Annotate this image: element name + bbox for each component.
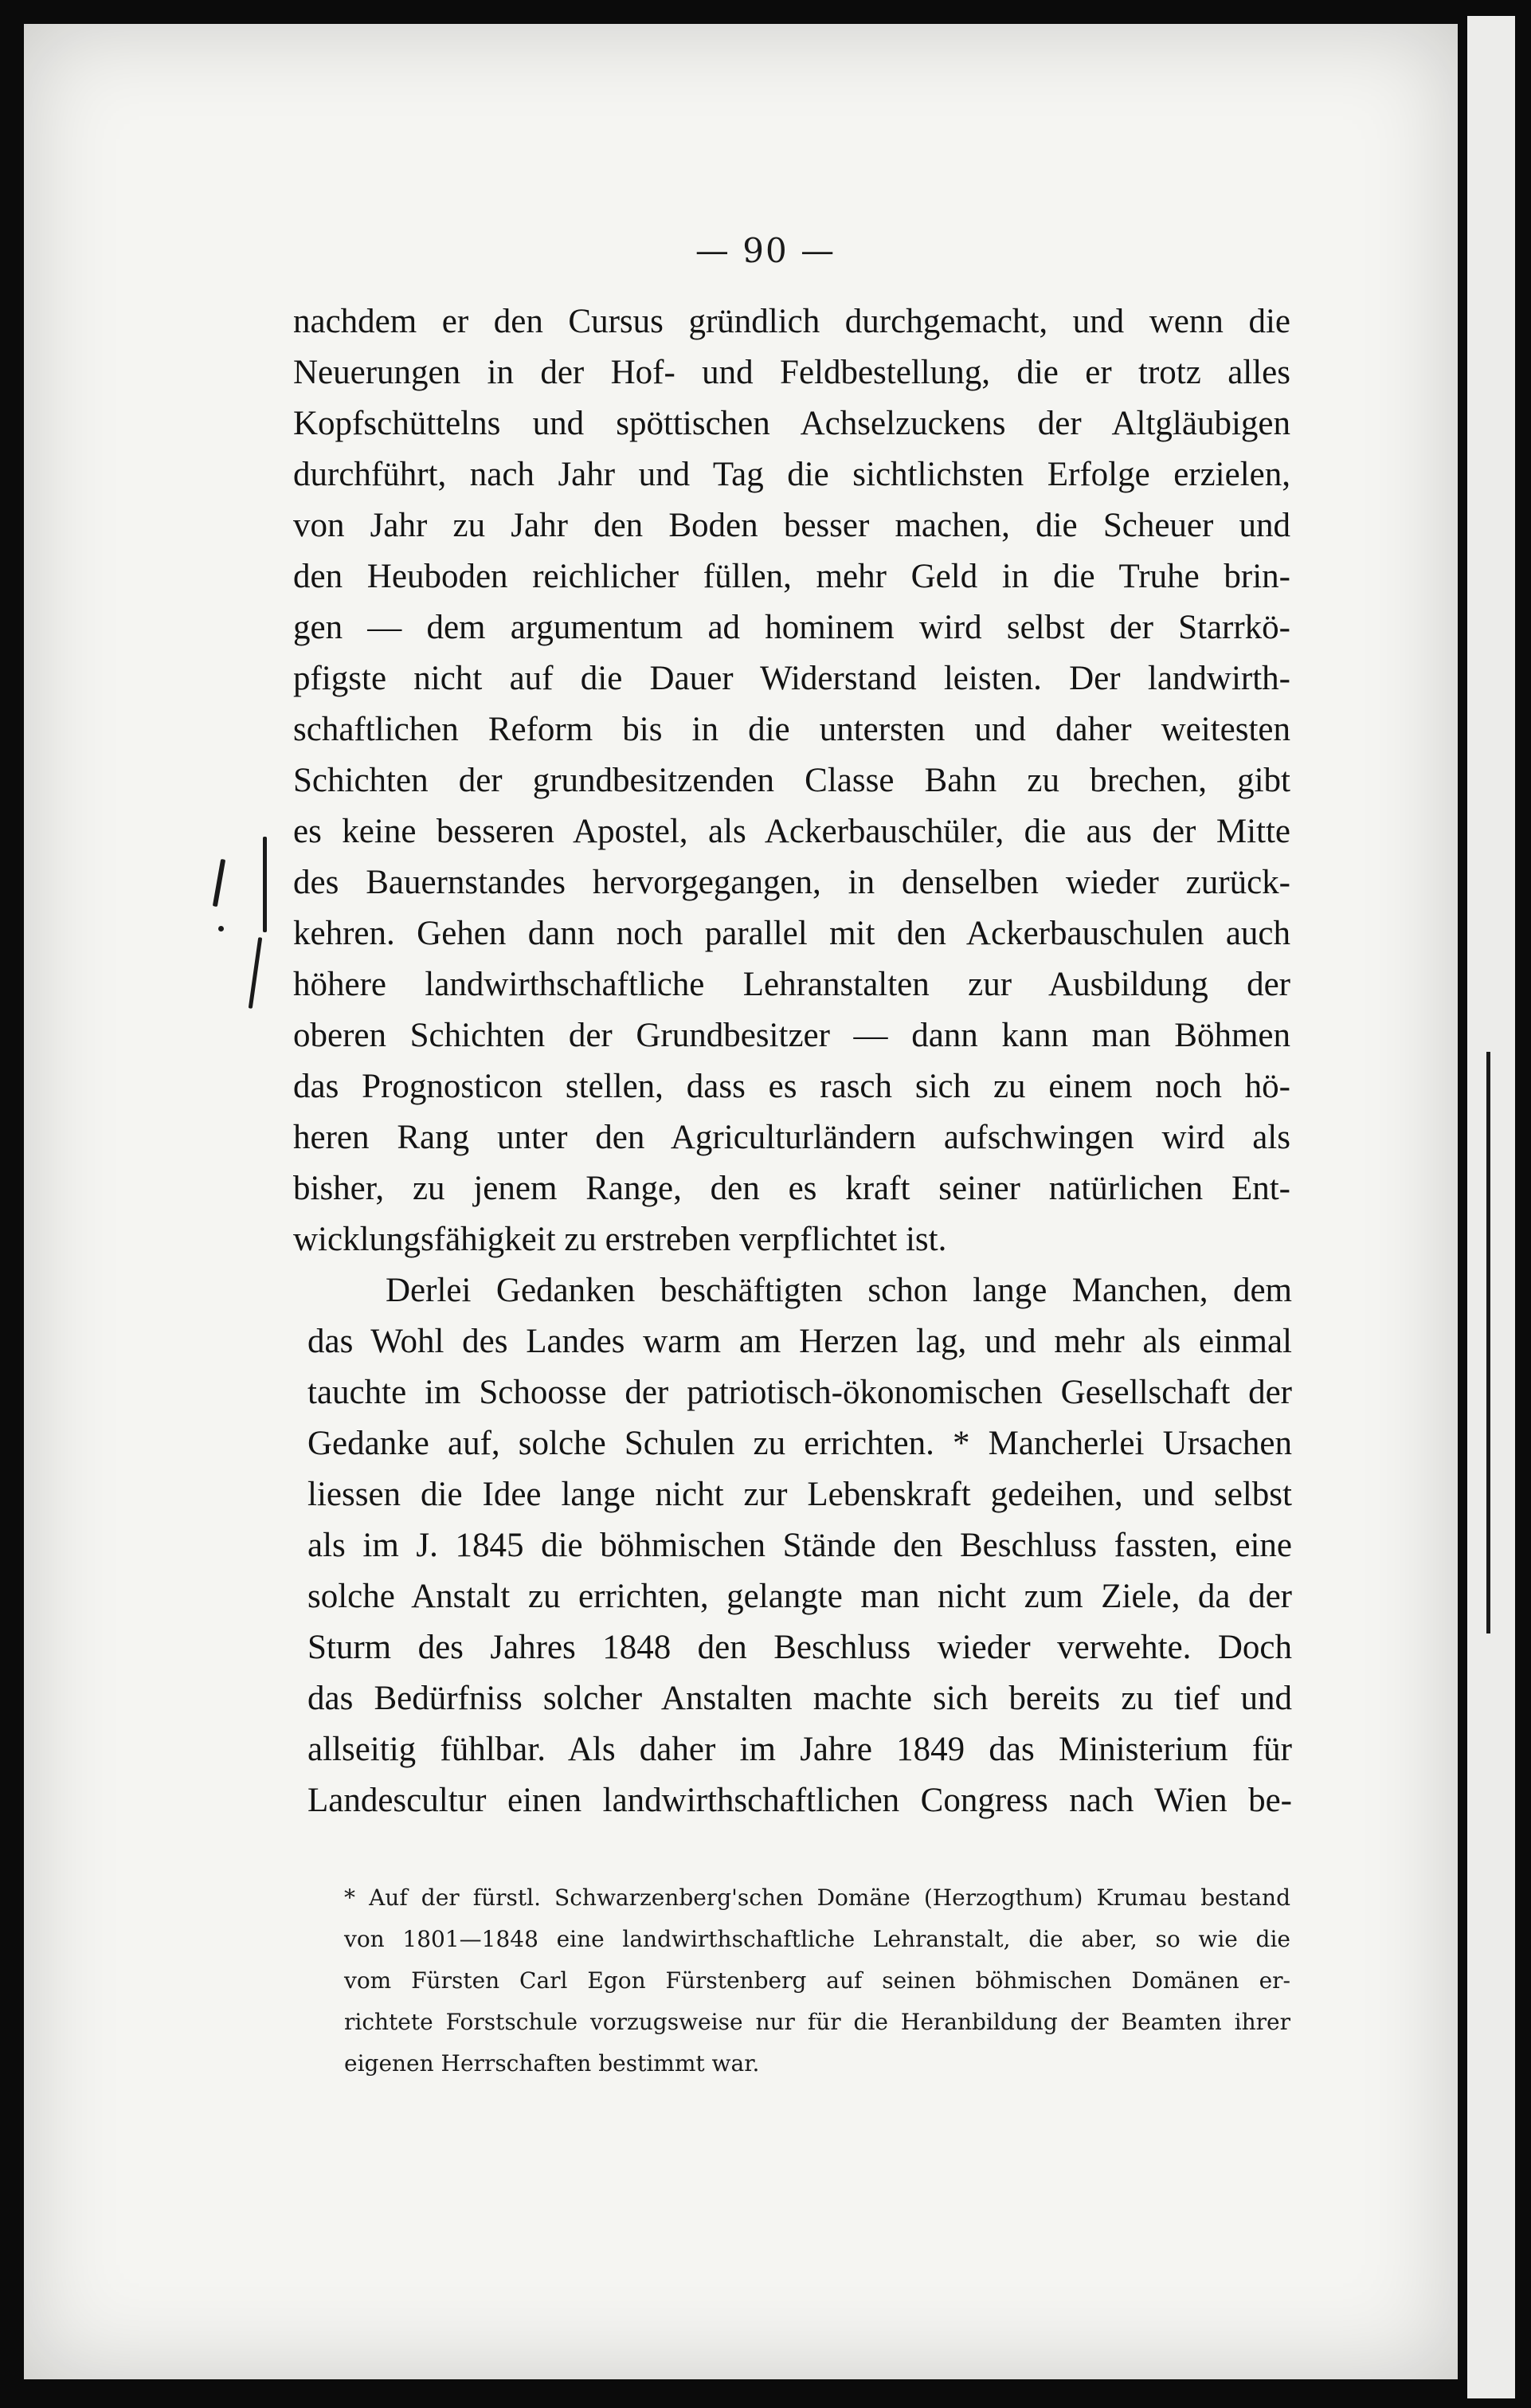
text-line: den Heuboden reichlicher füllen, mehr Geld in die Truhe brin-: [293, 558, 1290, 595]
text-line: solche Anstalt zu errichten, gelangte man nicht zum Ziele, da der: [307, 1578, 1292, 1615]
text-line: Sturm des Jahres 1848 den Beschluss wieder verwehte. Doch: [307, 1629, 1292, 1666]
text-line: des Bauernstandes hervorgegangen, in denselben wieder zurück-: [293, 864, 1290, 901]
text-line: das Wohl des Landes warm am Herzen lag, und mehr als einmal: [307, 1323, 1292, 1360]
text-line: Schichten der grundbesitzenden Classe Bahn zu brechen, gibt: [293, 762, 1290, 799]
text-line: pfigste nicht auf die Dauer Widerstand leisten. Der landwirth-: [293, 660, 1290, 697]
text-line: als im J. 1845 die böhmischen Stände den Beschluss fassten, eine: [307, 1527, 1292, 1564]
text-line: von Jahr zu Jahr den Boden besser machen, die Scheuer und: [293, 507, 1290, 544]
text-line: Neuerungen in der Hof- und Feldbestellung, die er trotz alles: [293, 354, 1290, 391]
text-line: durchführt, nach Jahr und Tag die sichtlichsten Erfolge erzielen,: [293, 456, 1290, 493]
text-line: kehren. Gehen dann noch parallel mit den Ackerbauschulen auch: [293, 915, 1290, 952]
paragraph-1: [293, 296, 1290, 1265]
text-line: tauchte im Schoosse der patriotisch-ökonomischen Gesellschaft der: [307, 1374, 1292, 1411]
margin-dot: [218, 926, 224, 931]
text-line: wicklungsfähigkeit zu erstreben verpflichtet ist.: [293, 1221, 947, 1258]
paragraph-2: [307, 1265, 1292, 1826]
main-text: [293, 296, 1290, 1826]
text-line: allseitig fühlbar. Als daher im Jahre 1849 das Ministerium für: [307, 1731, 1292, 1768]
text-line: gen — dem argumentum ad hominem wird selbst der Starrkö-: [293, 609, 1290, 646]
text-line: Kopfschüttelns und spöttischen Achselzuckens der Altgläubigen: [293, 405, 1290, 442]
footnote-line: eigenen Herrschaften bestimmt war.: [344, 2050, 760, 2077]
margin-pencil-mark: [263, 837, 267, 932]
text-line: Landescultur einen landwirthschaftlichen Congress nach Wien be-: [307, 1782, 1292, 1819]
text-line: oberen Schichten der Grundbesitzer — dann kann man Böhmen: [293, 1017, 1290, 1054]
facing-page-edge: [1467, 16, 1515, 2398]
text-line: nachdem er den Cursus gründlich durchgemacht, und wenn die: [293, 303, 1290, 340]
text-line: liessen die Idee lange nicht zur Lebenskraft gedeihen, und selbst: [307, 1476, 1292, 1513]
footnote-line: richtete Forstschule vorzugsweise nur für die Heranbildung der Beamten ihrer: [344, 2009, 1290, 2035]
text-line: heren Rang unter den Agriculturländern aufschwingen wird als: [293, 1119, 1290, 1156]
text-line: das Bedürfniss solcher Anstalten machte sich bereits zu tief und: [307, 1680, 1292, 1717]
footnote-line: * Auf der fürstl. Schwarzenberg'schen Domäne (Herzogthum) Krumau bestand: [344, 1884, 1290, 1911]
page-number: — 90 —: [695, 231, 836, 270]
text-line: es keine besseren Apostel, als Ackerbauschüler, die aus der Mitte: [293, 813, 1290, 850]
text-line: höhere landwirthschaftliche Lehranstalten zur Ausbildung der: [293, 966, 1290, 1003]
footnote: [344, 1877, 1290, 2084]
text-line: das Prognosticon stellen, dass es rasch sich zu einem noch hö-: [293, 1068, 1290, 1105]
text-line: schaftlichen Reform bis in die untersten und daher weitesten: [293, 711, 1290, 748]
text-line: Gedanke auf, solche Schulen zu errichten. * Mancherlei Ursachen: [307, 1425, 1292, 1462]
text-line: bisher, zu jenem Range, den es kraft seiner natürlichen Ent-: [293, 1170, 1290, 1207]
text-line: Derlei Gedanken beschäftigten schon lange Manchen, dem: [386, 1272, 1292, 1309]
facing-page-rule: [1486, 1052, 1490, 1633]
footnote-line: vom Fürsten Carl Egon Fürstenberg auf seinen böhmischen Domänen er-: [344, 1967, 1290, 1994]
footnote-line: von 1801—1848 eine landwirthschaftliche Lehranstalt, die aber, so wie die: [344, 1926, 1290, 1952]
